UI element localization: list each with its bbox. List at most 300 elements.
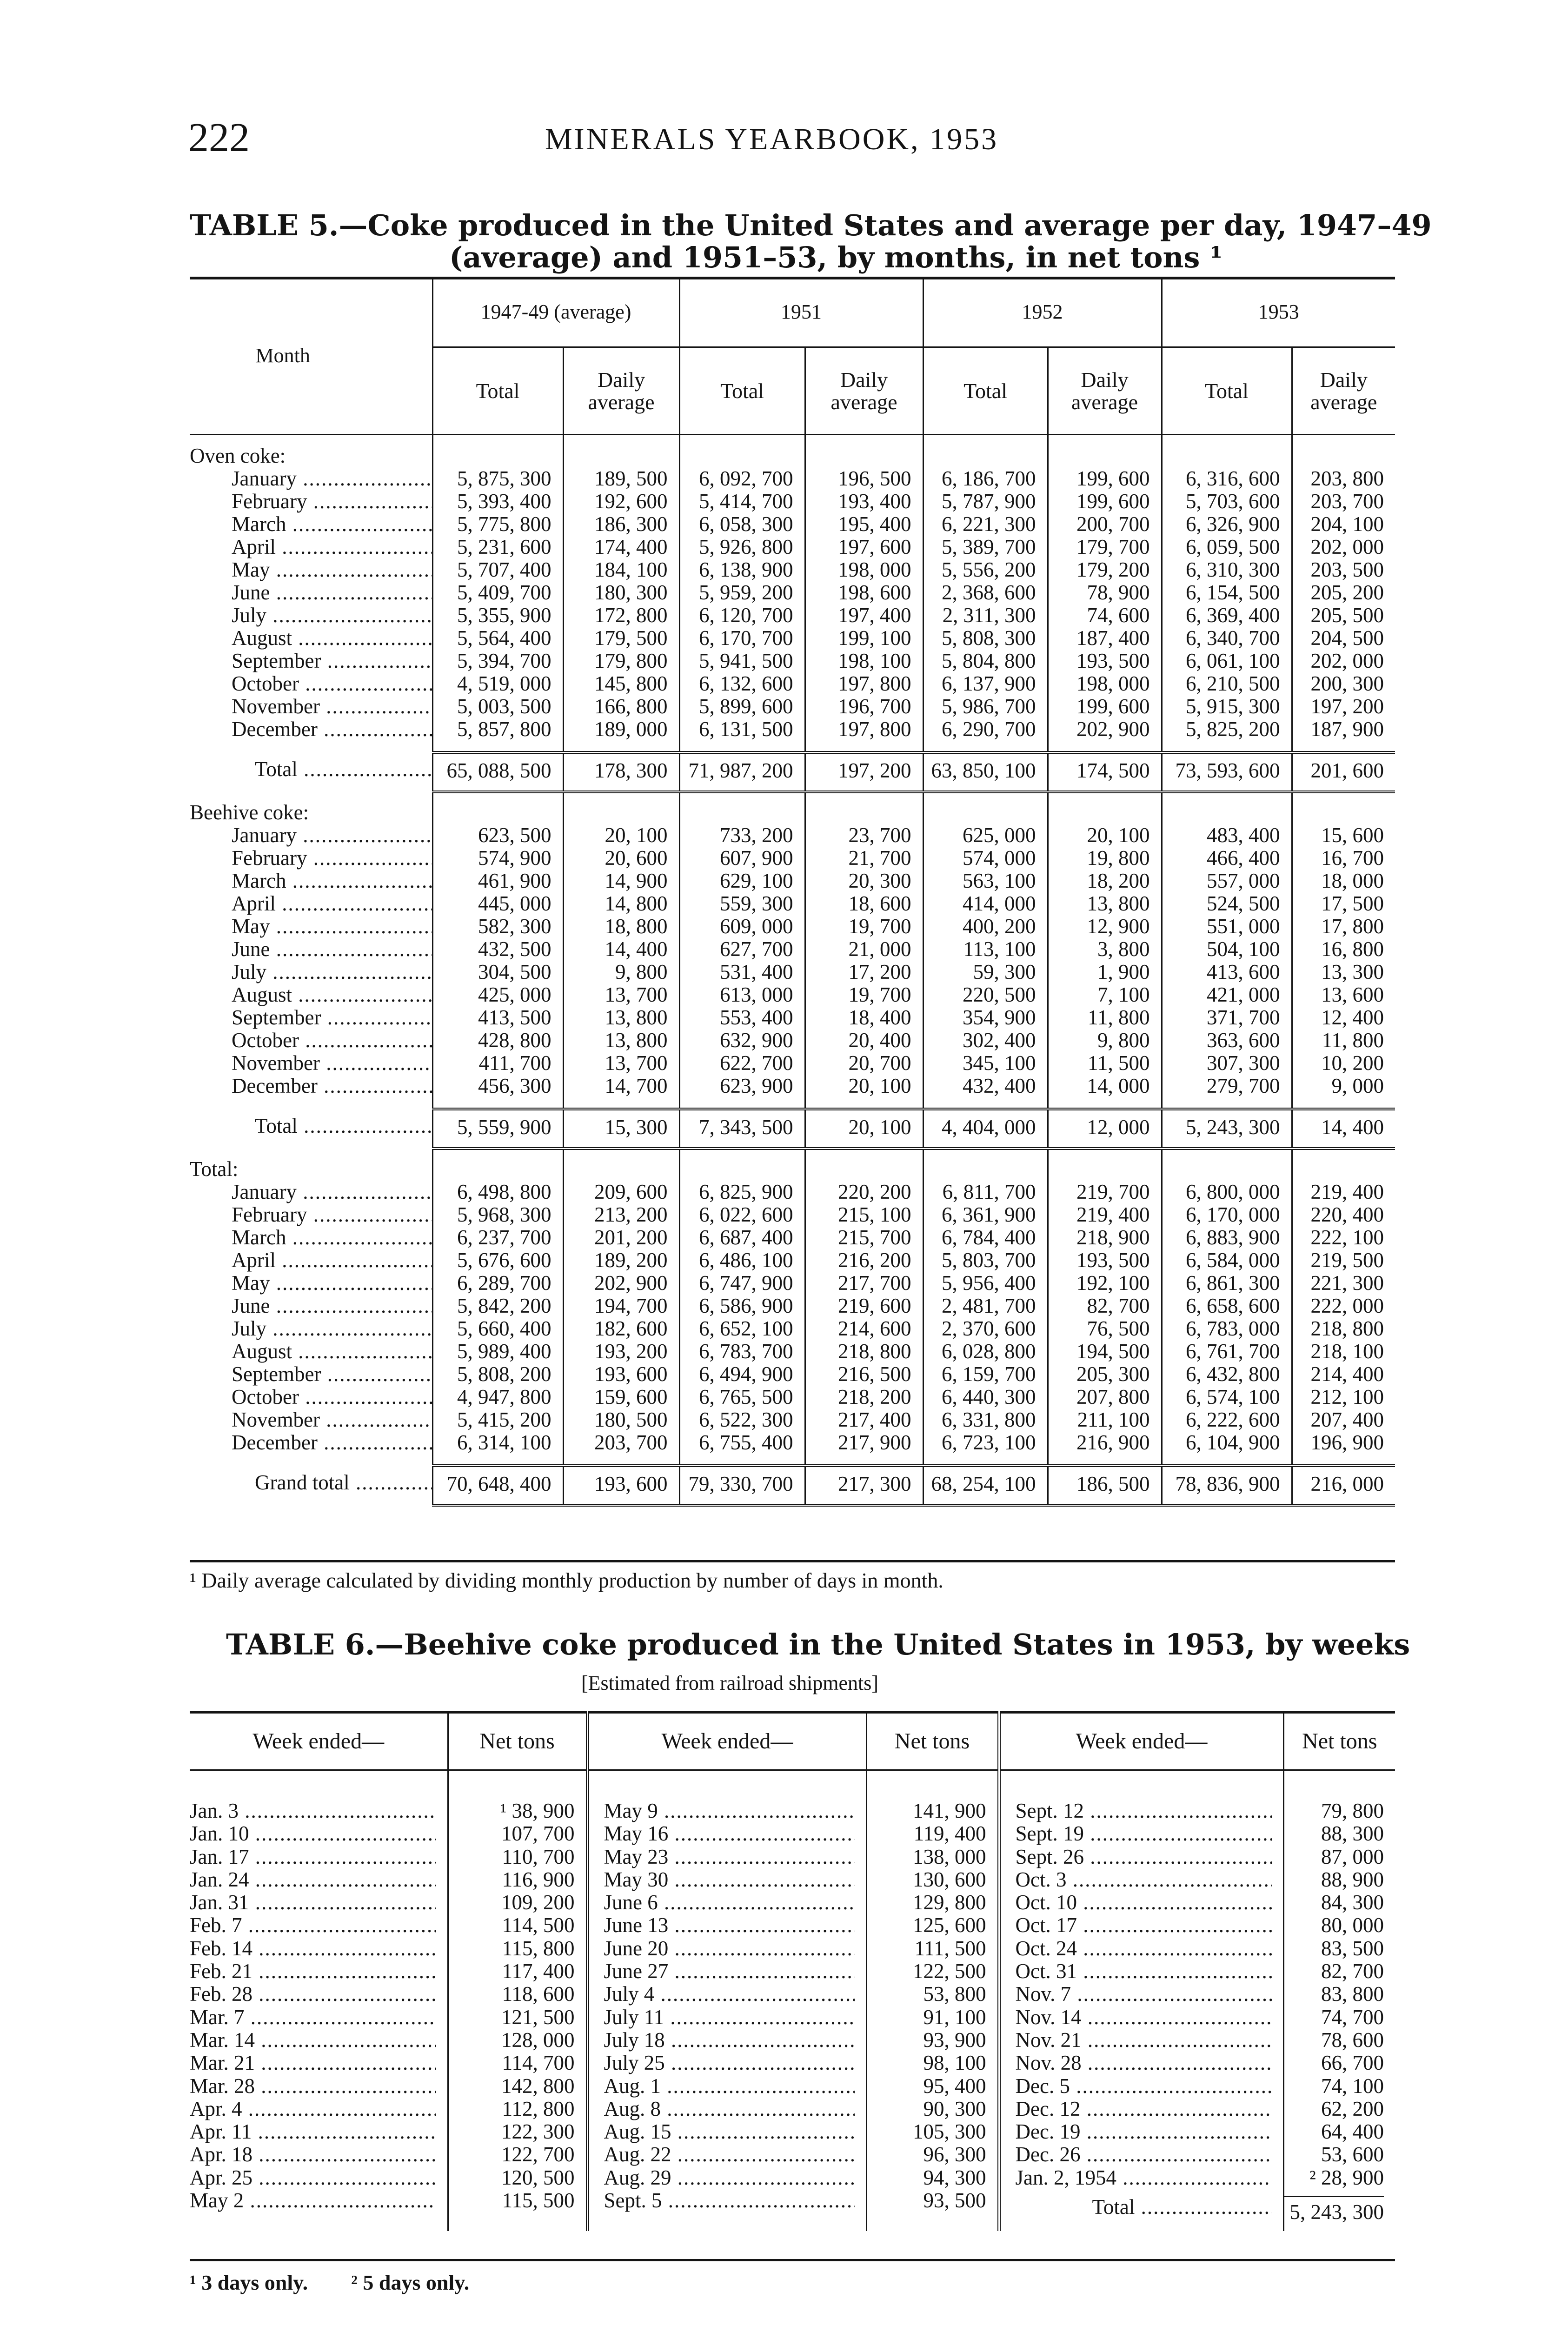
value-cell: 6, 755, 400 [679, 1431, 805, 1454]
net-tons-value: 87, 000 [1321, 1845, 1384, 1868]
value-cell: 21, 700 [805, 847, 923, 870]
value-cell: 5, 564, 400 [432, 627, 563, 650]
value-cell: 198, 000 [1048, 672, 1162, 695]
value-cell: 6, 498, 800 [432, 1181, 563, 1203]
daily-label: Daily [597, 367, 645, 392]
value-cell: 5, 804, 800 [923, 650, 1048, 672]
week-row-label [1016, 2098, 1272, 2120]
week-date: Dec. 12 ..... [1016, 2098, 1272, 2120]
value-cell: 76, 500 [1048, 1317, 1162, 1340]
month-name [190, 915, 432, 938]
value-cell: 145, 800 [563, 672, 679, 695]
net-tons-value: 53, 800 [923, 1982, 986, 2006]
total-label [190, 1115, 432, 1137]
blank-cell [1162, 1149, 1292, 1181]
value-cell: 217, 400 [805, 1408, 923, 1431]
average-label: average [831, 390, 897, 414]
value-cell: 193, 200 [563, 1340, 679, 1363]
table-row [190, 1006, 1395, 1029]
value-cell: 186, 300 [563, 513, 679, 536]
week-date: Jan. 24 ..... [190, 1868, 436, 1891]
table-row [190, 824, 1395, 847]
week-row-label [1016, 1868, 1272, 1891]
value-cell: 20, 100 [1048, 824, 1162, 847]
value-cell: 6, 170, 700 [679, 627, 805, 650]
value-cell: 6, 800, 000 [1162, 1181, 1292, 1203]
table-row [190, 915, 1395, 938]
table-row [190, 604, 1395, 627]
value-cell: 5, 231, 600 [432, 536, 563, 558]
daily-average-column-header [1292, 347, 1395, 435]
net-tons-value: 80, 000 [1321, 1913, 1384, 1937]
net-tons-value: 138, 000 [913, 1845, 986, 1868]
value-cell: 6, 222, 600 [1162, 1408, 1292, 1431]
week-row-label [604, 2098, 855, 2120]
value-cell: 6, 210, 500 [1162, 672, 1292, 695]
daily-average-column-header [805, 347, 923, 435]
total-label-cell [190, 752, 432, 792]
week-date: Feb. 7 ..... [190, 1914, 436, 1937]
value-cell: 5, 415, 200 [432, 1408, 563, 1431]
value-cell: 5, 389, 700 [923, 536, 1048, 558]
table-row [190, 467, 1395, 490]
footnote-3-days: ¹ 3 days only. [190, 2271, 308, 2294]
month-name [190, 1340, 432, 1363]
week-date: Aug. 1 ..... [604, 2075, 855, 2098]
value-cell: 12, 400 [1292, 1006, 1395, 1029]
net-tons-value: 118, 600 [502, 1982, 575, 2006]
table-row [190, 1249, 1395, 1272]
net-tons-value: 121, 500 [501, 2005, 575, 2029]
week-row-label [190, 2098, 436, 2120]
week-row-label [1016, 2029, 1272, 2052]
value-cell: 20, 600 [563, 847, 679, 870]
value-cell: 6, 440, 300 [923, 1386, 1048, 1408]
table-row [190, 1363, 1395, 1386]
value-cell: 192, 100 [1048, 1272, 1162, 1295]
value-cell: 18, 800 [563, 915, 679, 938]
table-row [190, 961, 1395, 983]
value-cell: 5, 394, 700 [432, 650, 563, 672]
blank-cell [923, 792, 1048, 824]
week-date: May 16 ..... [604, 1822, 855, 1845]
value-cell: 6, 131, 500 [679, 718, 805, 741]
net-tons-value: 129, 800 [913, 1891, 986, 1914]
week-date: June 27 ..... [604, 1960, 855, 1983]
value-cell: 5, 707, 400 [432, 558, 563, 581]
value-cell: 609, 000 [679, 915, 805, 938]
average-label: average [1071, 390, 1138, 414]
month-cell [190, 490, 432, 513]
week-date: Jan. 2, 1954 ..... [1016, 2166, 1272, 2189]
month-label: July ..... [232, 1317, 432, 1340]
value-cell: 6, 061, 100 [1162, 650, 1292, 672]
week-row-label [604, 1868, 855, 1891]
value-cell: 5, 660, 400 [432, 1317, 563, 1340]
value-cell: 345, 100 [923, 1052, 1048, 1075]
value-cell: 6, 486, 100 [679, 1249, 805, 1272]
month-name [190, 1317, 432, 1340]
value-cell: 198, 100 [805, 650, 923, 672]
value-cell: 6, 723, 100 [923, 1431, 1048, 1454]
month-name [190, 1181, 432, 1203]
net-tons-header-2: Net tons [866, 1713, 999, 1770]
week-date: July 18 ..... [604, 2029, 855, 2052]
week-row-label [1016, 1960, 1272, 1983]
net-tons-value: 122, 700 [501, 2143, 575, 2166]
total-row-label [1016, 2196, 1272, 2219]
week-row-label [190, 1914, 436, 1937]
net-tons-value: ² 28, 900 [1309, 2166, 1384, 2189]
value-cell: 201, 200 [563, 1226, 679, 1249]
total-value-cell: 68, 254, 100 [923, 1466, 1048, 1505]
value-cell: 432, 500 [432, 938, 563, 961]
value-cell: 82, 700 [1048, 1295, 1162, 1317]
month-cell [190, 1029, 432, 1052]
value-cell: 197, 400 [805, 604, 923, 627]
value-cell: 198, 000 [805, 558, 923, 581]
value-cell: 12, 900 [1048, 915, 1162, 938]
week-row-label [1016, 1800, 1272, 1822]
net-tons-value: 117, 400 [502, 1960, 575, 1983]
table-row [190, 718, 1395, 741]
value-cell: 428, 800 [432, 1029, 563, 1052]
week-date: Feb. 14 ..... [190, 1937, 436, 1960]
value-cell: 304, 500 [432, 961, 563, 983]
month-name [190, 1408, 432, 1431]
total-row [190, 1109, 1395, 1149]
value-cell: 5, 808, 300 [923, 627, 1048, 650]
net-tons-value: 141, 900 [913, 1799, 986, 1822]
value-cell: 11, 800 [1048, 1006, 1162, 1029]
section-title: Oven coke: [190, 444, 286, 467]
net-tons-value: 91, 100 [923, 2005, 986, 2029]
blank-cell [1162, 792, 1292, 824]
blank-cell [1292, 1149, 1395, 1181]
week-date: Jan. 31 ..... [190, 1891, 436, 1914]
week-row-label [190, 1800, 436, 1822]
average-label: average [1310, 390, 1377, 414]
week-date: Aug. 8 ..... [604, 2098, 855, 2120]
value-cell: 219, 600 [805, 1295, 923, 1317]
month-cell [190, 672, 432, 695]
value-cell: 4, 519, 000 [432, 672, 563, 695]
net-tons-value: 98, 100 [923, 2051, 986, 2075]
value-cell: 466, 400 [1162, 847, 1292, 870]
value-cell: 193, 600 [563, 1363, 679, 1386]
value-cell: 5, 857, 800 [432, 718, 563, 741]
month-cell [190, 1226, 432, 1249]
total-column-header: Total [923, 347, 1048, 435]
value-cell: 6, 138, 900 [679, 558, 805, 581]
month-cell [190, 1386, 432, 1408]
net-tons-value: 115, 800 [502, 1936, 575, 1960]
blank-cell [805, 1149, 923, 1181]
month-name [190, 718, 432, 741]
total-value-cell: 14, 400 [1292, 1109, 1395, 1149]
value-cell: 483, 400 [1162, 824, 1292, 847]
week-row-label [604, 1937, 855, 1960]
week-row-label [190, 2075, 436, 2098]
value-cell: 23, 700 [805, 824, 923, 847]
month-cell [190, 870, 432, 892]
value-cell: 194, 500 [1048, 1340, 1162, 1363]
value-cell: 218, 800 [1292, 1317, 1395, 1340]
week-row-label [190, 1822, 436, 1845]
value-cell: 18, 000 [1292, 870, 1395, 892]
value-cell: 4, 947, 800 [432, 1386, 563, 1408]
value-cell: 20, 300 [805, 870, 923, 892]
month-cell [190, 1408, 432, 1431]
month-label: June ..... [232, 581, 432, 604]
table-row [190, 938, 1395, 961]
value-cell: 216, 500 [805, 1363, 923, 1386]
month-name [190, 1006, 432, 1029]
value-cell: 421, 000 [1162, 983, 1292, 1006]
value-cell: 6, 522, 300 [679, 1408, 805, 1431]
value-cell: 204, 500 [1292, 627, 1395, 650]
value-cell: 192, 600 [563, 490, 679, 513]
week-date: Oct. 3 ..... [1016, 1868, 1272, 1891]
value-cell: 220, 500 [923, 983, 1048, 1006]
value-cell: 625, 000 [923, 824, 1048, 847]
month-cell [190, 604, 432, 627]
net-tons-value: 115, 500 [502, 2189, 575, 2212]
table-row [190, 1181, 1395, 1203]
net-tons-value: 112, 800 [502, 2097, 575, 2120]
week-row-label [604, 1800, 855, 1822]
month-name [190, 1029, 432, 1052]
week-date: Apr. 4 ..... [190, 2098, 436, 2120]
net-tons-value: 122, 300 [501, 2120, 575, 2144]
net-tons-value: 79, 800 [1321, 1799, 1384, 1822]
month-name [190, 627, 432, 650]
value-cell: 11, 800 [1292, 1029, 1395, 1052]
net-tons-value: 109, 200 [501, 1891, 575, 1914]
week-row-label [1016, 1846, 1272, 1868]
value-cell: 13, 700 [563, 1052, 679, 1075]
value-cell: 1, 900 [1048, 961, 1162, 983]
month-name [190, 581, 432, 604]
week-row-label [190, 2189, 436, 2212]
value-cell: 6, 290, 700 [923, 718, 1048, 741]
month-cell [190, 915, 432, 938]
month-label: March ..... [232, 513, 432, 536]
value-cell: 202, 900 [1048, 718, 1162, 741]
month-cell [190, 718, 432, 741]
value-cell: 6, 687, 400 [679, 1226, 805, 1249]
month-name [190, 672, 432, 695]
value-cell: 563, 100 [923, 870, 1048, 892]
value-cell: 6, 432, 800 [1162, 1363, 1292, 1386]
week-names-column [587, 1770, 866, 2232]
net-tons-header-1: Net tons [448, 1713, 587, 1770]
value-cell: 202, 000 [1292, 536, 1395, 558]
net-tons-column [448, 1770, 587, 2232]
week-date: Dec. 26 ..... [1016, 2143, 1272, 2166]
section-title: Beehive coke: [190, 801, 309, 824]
value-cell: 218, 200 [805, 1386, 923, 1408]
month-label: July ..... [232, 604, 432, 627]
value-cell: 19, 700 [805, 983, 923, 1006]
table-row [190, 892, 1395, 915]
section-title: Total: [190, 1157, 239, 1181]
net-tons-value: 84, 300 [1321, 1891, 1384, 1914]
table6-caption: TABLE 6.—Beehive coke produced in the United States in 1953, by weeks [226, 1628, 1410, 1661]
value-cell: 279, 700 [1162, 1075, 1292, 1097]
total-value-cell: 217, 300 [805, 1466, 923, 1505]
total-row [190, 752, 1395, 792]
table6-bottom-rule [190, 2259, 1395, 2261]
blank-cell [679, 792, 805, 824]
month-label: July ..... [232, 961, 432, 983]
value-cell: 6, 289, 700 [432, 1272, 563, 1295]
value-cell: 411, 700 [432, 1052, 563, 1075]
value-cell: 214, 600 [805, 1317, 923, 1340]
value-cell: 6, 783, 700 [679, 1340, 805, 1363]
month-label: November ..... [232, 1408, 432, 1431]
value-cell: 5, 003, 500 [432, 695, 563, 718]
month-label: April ..... [232, 536, 432, 558]
value-cell: 200, 300 [1292, 672, 1395, 695]
week-date: June 20 ..... [604, 1937, 855, 1960]
value-cell: 180, 300 [563, 581, 679, 604]
month-name [190, 847, 432, 870]
week-names-column [999, 1770, 1283, 2232]
total-value-cell: 63, 850, 100 [923, 752, 1048, 792]
week-ended-header-2: Week ended— [587, 1713, 866, 1770]
value-cell: 5, 926, 800 [679, 536, 805, 558]
month-name [190, 892, 432, 915]
month-cell [190, 1052, 432, 1075]
blank-cell [1048, 435, 1162, 468]
blank-cell [432, 1149, 563, 1181]
value-cell: 6, 092, 700 [679, 467, 805, 490]
value-cell: 16, 700 [1292, 847, 1395, 870]
month-label: February ..... [232, 847, 432, 870]
value-cell: 219, 400 [1292, 1181, 1395, 1203]
value-cell: 627, 700 [679, 938, 805, 961]
value-cell: 574, 900 [432, 847, 563, 870]
value-cell: 607, 900 [679, 847, 805, 870]
blank-cell [563, 1149, 679, 1181]
table-row [190, 627, 1395, 650]
value-cell: 6, 747, 900 [679, 1272, 805, 1295]
total-row [190, 1466, 1395, 1505]
value-cell: 302, 400 [923, 1029, 1048, 1052]
week-date: Apr. 11 ..... [190, 2120, 436, 2143]
value-cell: 195, 400 [805, 513, 923, 536]
total-column-header: Total [1162, 347, 1292, 435]
value-cell: 216, 200 [805, 1249, 923, 1272]
week-date: Oct. 17 ..... [1016, 1914, 1272, 1937]
table-row [190, 983, 1395, 1006]
week-date: Nov. 7 ..... [1016, 1983, 1272, 2006]
page-number: 222 [188, 115, 250, 160]
value-cell: 733, 200 [679, 824, 805, 847]
month-cell [190, 1340, 432, 1363]
value-cell: 432, 400 [923, 1075, 1048, 1097]
week-row-label [604, 2029, 855, 2052]
week-date: Nov. 21 ..... [1016, 2029, 1272, 2052]
month-cell [190, 1431, 432, 1454]
week-date: May 30 ..... [604, 1868, 855, 1891]
value-cell: 20, 100 [805, 1075, 923, 1097]
month-label: February ..... [232, 490, 432, 513]
daily-label: Daily [840, 367, 888, 392]
net-tons-value: 114, 700 [502, 2051, 575, 2075]
month-cell [190, 938, 432, 961]
month-label: November ..... [232, 695, 432, 718]
week-date: May 2 ..... [190, 2189, 436, 2212]
value-cell: 5, 556, 200 [923, 558, 1048, 581]
total-value-cell: 15, 300 [563, 1109, 679, 1149]
value-cell: 425, 000 [432, 983, 563, 1006]
total-column-header: Total [679, 347, 805, 435]
month-name [190, 604, 432, 627]
value-cell: 6, 861, 300 [1162, 1272, 1292, 1295]
value-cell: 5, 989, 400 [432, 1340, 563, 1363]
week-row-label [190, 1983, 436, 2006]
net-tons-column [866, 1770, 999, 2232]
month-label: October ..... [232, 672, 432, 695]
week-row-label [604, 1822, 855, 1845]
month-label: October ..... [232, 1386, 432, 1408]
value-cell: 14, 400 [563, 938, 679, 961]
week-date: Sept. 19 ..... [1016, 1822, 1272, 1845]
week-row-label [1016, 1914, 1272, 1937]
week-date: Feb. 28 ..... [190, 1983, 436, 2006]
week-date: June 13 ..... [604, 1914, 855, 1937]
month-cell [190, 650, 432, 672]
value-cell: 14, 700 [563, 1075, 679, 1097]
total-value-cell: 5, 243, 300 [1162, 1109, 1292, 1149]
value-cell: 207, 800 [1048, 1386, 1162, 1408]
net-tons-value: 96, 300 [923, 2143, 986, 2166]
value-cell: 202, 900 [563, 1272, 679, 1295]
total-label-text: Total ..... [255, 1115, 432, 1137]
week-row-label [1016, 1822, 1272, 1845]
value-cell: 179, 200 [1048, 558, 1162, 581]
blank-cell [1048, 1149, 1162, 1181]
value-cell: 6, 022, 600 [679, 1203, 805, 1226]
value-cell: 166, 800 [563, 695, 679, 718]
value-cell: 197, 800 [805, 718, 923, 741]
blank-cell [432, 435, 563, 468]
blank-cell [563, 792, 679, 824]
month-name [190, 961, 432, 983]
net-tons-value: 82, 700 [1321, 1960, 1384, 1983]
value-cell: 216, 900 [1048, 1431, 1162, 1454]
blank-cell [805, 792, 923, 824]
week-date: Oct. 31 ..... [1016, 1960, 1272, 1983]
month-cell [190, 824, 432, 847]
value-cell: 179, 800 [563, 650, 679, 672]
daily-label: Daily [1081, 367, 1129, 392]
value-cell: 551, 000 [1162, 915, 1292, 938]
month-name [190, 1249, 432, 1272]
value-cell: 6, 159, 700 [923, 1363, 1048, 1386]
value-cell: 622, 700 [679, 1052, 805, 1075]
value-cell: 204, 100 [1292, 513, 1395, 536]
total-value-cell: 65, 088, 500 [432, 752, 563, 792]
value-cell: 574, 000 [923, 847, 1048, 870]
month-label: December ..... [232, 1075, 432, 1097]
net-tons-value: 88, 900 [1321, 1867, 1384, 1891]
table5-footnote: ¹ Daily average calculated by dividing monthly production by number of days in month. [190, 1568, 943, 1592]
value-cell: 221, 300 [1292, 1272, 1395, 1295]
week-row-label [604, 1846, 855, 1868]
